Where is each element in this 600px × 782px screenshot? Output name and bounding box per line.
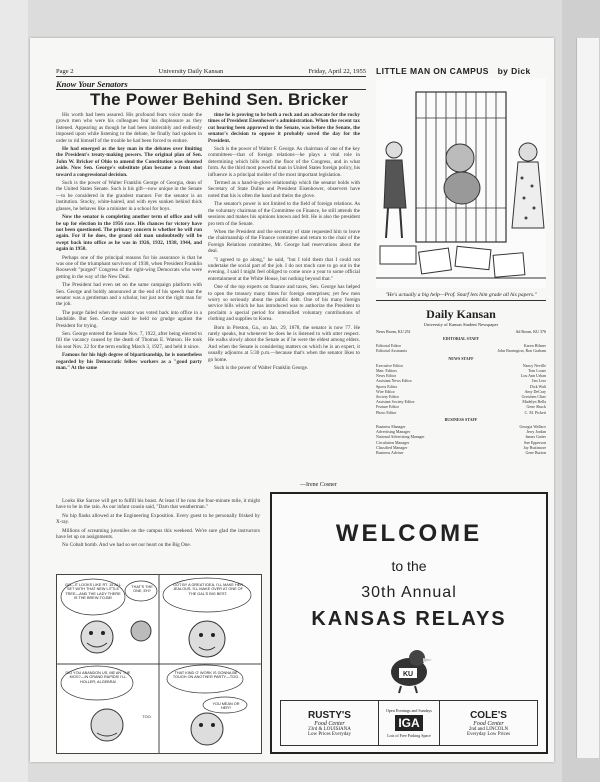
staff-role: Feature Editor <box>376 404 399 410</box>
store-tagline: Low Prices Everyday <box>307 731 352 737</box>
speech-bubble: THAT'S THE ONE, EH? <box>131 585 153 594</box>
paragraph: Such is the power of Walter F. George. As chairman of one of the key committees—that of foreign relations—he plays a vital role in determining which bills reach the floor of the Congress, and in what form. As the third most powerful man in United States foreign policy, his influence is a principal molder of the most important legislation. <box>208 146 360 178</box>
store-name: COLE'S <box>470 709 507 721</box>
staff-role: Business Manager <box>376 424 406 430</box>
paragraph: His worth had been assured. His profound fears voice made the grown men who were his colleagues fear his displeasure as they listened. Appearing as though he had been intolerably and endlessly imposed upon while listening to the debate, he finally had spoken in order to rid himself of the trouble he had been forced to endure. <box>56 112 202 144</box>
staff-role: Editorial Editor <box>376 343 401 349</box>
comic-drawing <box>376 78 546 288</box>
store-address: 2nd and LINCOLN <box>468 726 509 732</box>
filler-paragraph: Looks like Sarcoe will get to fulfill his boast. At least if he runs the four-minute mile, it might have to be in the rain. As our infant cousin said, "Darn that weatherman." <box>56 498 260 511</box>
staff-row <box>376 450 546 455</box>
staff-person: Gene Shuck <box>526 404 546 410</box>
grocery-ads <box>280 700 538 746</box>
speech-bubble: DID YOU ABANDON US, ME AN' THE KIDS?—IN GRAND RAPIDS! I'LL HOLLER, ALGEBRA! <box>65 671 131 684</box>
staff-person: Sue Epperson <box>523 439 546 445</box>
iga-ad <box>378 701 440 745</box>
welcome-ad <box>270 492 548 754</box>
staff-row <box>376 348 546 353</box>
staff-person: Gene Burton <box>525 450 546 456</box>
article-byline: —Irene Cosner <box>300 482 337 488</box>
article-column-1 <box>56 112 202 492</box>
page-number: Page 2 <box>56 68 74 75</box>
staff-role: National Advertising Manager <box>376 434 425 440</box>
filler-items <box>56 498 260 578</box>
paragraph: Sen. George entered the Senate Nov. 7, 1922, after being elected to fill the vacancy caused by the death of Thomas E. Watson. He took his seat Nov. 22 for the term ending March 3, 1927, and held it since. <box>56 331 202 350</box>
news-room: News Room, KU 251 <box>376 329 411 334</box>
paragraph: The purge failed when the senator was voted back into office in a landslide. But Sen. George said he held no grudge against the President for trying. <box>56 309 202 329</box>
masthead-title: Daily Kansan <box>426 307 496 321</box>
paragraph: Now the senator is completing another term of office and will be up for election in the 1956 race. His chances for victory have not been questioned. The primary concern is whether he will run again. For if he does, the grand old man undoubtedly will be swept back into office as he was in 1926, 1932, 1938, 1944, and again in 1950. <box>56 214 202 253</box>
staff-person: C. M. Pickett <box>524 409 546 415</box>
paragraph: The President had even set on the same campaign platform with Sen. George and boldly announced at the end of his speech that the senator was a gentleman and a scholar, but just not the right man for the job. <box>56 282 202 308</box>
staff-role: News Editor <box>376 373 397 379</box>
newspaper-page <box>30 38 554 762</box>
welcome-line: WELCOME <box>335 520 483 547</box>
staff-person: John Barrington, Ron Graham <box>497 348 546 354</box>
article-column-2 <box>208 112 360 492</box>
staff-heading: BUSINESS STAFF <box>444 416 478 422</box>
staff-person: Jim Lerz <box>531 378 546 384</box>
staff-role: Classified Manager <box>376 444 408 450</box>
staff-person: Amy DeCray <box>524 388 546 394</box>
store-name: RUSTY'S <box>308 709 351 721</box>
staff-person: Gretchen Cline <box>521 394 546 400</box>
speech-bubble: YOU MEAN OR HER? <box>212 702 240 710</box>
staff-heading: EDITORIAL STAFF <box>443 336 479 341</box>
scanner-background-left <box>0 0 28 782</box>
issue-date: Friday, April 22, 1955 <box>308 68 366 75</box>
welcome-line: to the <box>391 558 427 574</box>
staff-row <box>376 410 546 415</box>
filler-paragraph: No Cobalt bomb. And we had so set our heart on the Big One. <box>62 542 191 549</box>
scanner-background-right <box>562 0 600 782</box>
staff-person: Nancy Neville <box>522 362 546 368</box>
comic-author: by Dick <box>497 66 531 76</box>
masthead-subtitle: University of Kansas Student Newspaper <box>423 322 499 327</box>
filler-paragraph: Millions of screaming juveniles on the campus this weekend. We're sure glad the instructors have let up on assignments. <box>56 527 260 541</box>
masthead <box>376 300 546 455</box>
staff-role: Society Editor <box>376 394 399 400</box>
staff-person: Jerry Jordan <box>526 429 546 435</box>
paragraph: Such is the power of Walter Franklin George of Georgia, dean of the United States Senate. Such is his gift—now unique in the Senate—to be considered in the grandest manner. For the senator is an institution. Stocky, white-haired, and with eyes sunken behind thick glasses, he behaves like a minister in a school for boys. <box>56 180 202 212</box>
staff-person: Madelyn Bella <box>522 399 546 405</box>
paragraph: Famous for his high degree of bipartisanship, he is nonetheless regarded by his Democratic fellow workers as a "good party man." At the same <box>56 352 202 372</box>
speech-bubble: GOT BY A GREAT IDEA. I'LL MAKE HER JEALOUS. I'LL MAKE OVER AT ONE OF THE GAL'S BIG BEST. <box>173 583 243 596</box>
staff-role: Business Adviser <box>376 450 404 456</box>
speech-bubble: THAT KIND O' WORK IS GONNA BE TOUGH ON ANOTHER PARTY—TOO. <box>172 671 240 680</box>
speech-bubble: GO—IT LOOKS LIKE RT. 15 ALL SET WITH THAT NEW LITTLE TREE—AND THE LADY THERE IS THE BREW-TO-BE! <box>65 583 121 601</box>
paper-name: University Daily Kansan <box>158 68 224 75</box>
next-page-edge <box>576 38 599 758</box>
iga-bottom-text: Lots of Free Parking Space <box>387 733 431 738</box>
article-headline: The Power Behind Sen. Bricker <box>90 90 349 109</box>
paragraph: Termed as a hand-in-glove relationship which the senator holds with Secretary of State Dulles and President Eisenhower, observers have noted that his is often the hand and theirs the glove. <box>208 180 360 199</box>
paragraph: When the President and the secretary of state requested him to leave the chairmanship of the Finance committee and return to the chair of the Foreign Relations committee, Mr. George had reservations about the deal. <box>208 228 360 255</box>
welcome-line: 30th Annual <box>361 584 457 601</box>
paragraph: time he is proving to be both a rock and an advocate for the rocky times of President Eisenhower's administration. When the recent tax cut hearing been approved in the Senate, was before the Senate, the senator's decision to oppose it probably saved the day for the President. <box>208 112 360 144</box>
paragraph: Such is the power of Walter Franklin George. <box>214 365 309 372</box>
paragraph: The senator's power is not limited to the field of foreign relations. As the voluntary chairman of the Committee on Finance, he still attends the sessions and makes his opinions known and felt. He is also the president pro tem of the Senate. <box>208 201 360 227</box>
iga-logo: IGA <box>395 715 422 731</box>
column-kicker: Know Your Senators <box>56 79 366 90</box>
staff-role: Executive Editor <box>376 362 403 368</box>
comic-title: LITTLE MAN ON CAMPUS <box>376 66 489 76</box>
svg-text:KU: KU <box>402 671 414 678</box>
comic-caption: "He's actually a big help—Prof. Snarf lets him grade all his papers." <box>385 292 537 298</box>
comic-illustration <box>376 78 546 288</box>
staff-role: Editorial Assistants <box>376 348 407 354</box>
paragraph: "I agreed to go along," he said, "but I told them that I could not undertake the social part of the job. I do not much care to go out in the evening. I said I might feel obliged to come once a year to some official entertainment at the White House, but nothing beyond that." <box>208 256 360 282</box>
store-subtitle: Food Center <box>314 720 345 727</box>
staff-box <box>376 336 546 455</box>
cartoon-drawing <box>57 575 261 753</box>
staff-role: Advertising Manager <box>376 429 411 435</box>
paragraph: Perhaps one of the principal reasons for his assurance is that he was one of the triumphant survivors of 1938, when President Franklin Roosevelt "purged" Congress of the right-wing Democrats who were getting in the way of the New Deal. <box>56 254 202 280</box>
filler-paragraph: No hip flasks allowed at the Engineering Exposition. Every guest to be personally frisked by X-ray. <box>56 512 260 526</box>
staff-person: Lou Ann Urban <box>520 373 546 379</box>
staff-person: Karen Hilmer <box>523 343 546 349</box>
staff-role: Man. Editors <box>376 368 397 374</box>
welcome-line: KANSAS RELAYS <box>311 608 507 630</box>
coles-ad <box>440 701 537 745</box>
staff-role: Sports Editor <box>376 383 398 389</box>
paragraph: One of the top experts on finance and taxes, Sen. George has helped to open the treasury many times for foreign enterprises; yet few men worry so seriously about the public debt. One of his many foreign service bills which he has introduced was to authorize the President to proclaim a special period for intensified voluntary contributions of clothing and supplies to Korea. <box>208 284 360 323</box>
staff-person: Georgia Wallace <box>519 424 546 430</box>
cartoon-strip <box>56 574 262 754</box>
rustys-ad <box>281 701 378 745</box>
masthead-contact <box>376 329 546 334</box>
staff-role: Assistant Society Editor <box>376 399 415 405</box>
speech-bubble: TOO. <box>142 715 152 719</box>
staff-role: Assistant News Editor <box>376 378 412 384</box>
staff-role: Photo Editor <box>376 409 397 415</box>
paragraph: Born in Preston, Ga., on Jan. 29, 1878, the senator is now 77. He rarely speaks, but whenever he does he is listened to with utter respect. He walks slowly about the Senate as if he were the eldest among elders. And when the Senate is considering matters on which he is an expert, it usually adjourns at 5:30 p.m.—because that's when the senator likes to go home. <box>208 324 360 363</box>
staff-person: Tom Louse <box>527 368 546 374</box>
iga-top-text: Open Evenings and Sundays <box>386 708 432 713</box>
staff-person: James Gatter <box>525 434 546 440</box>
staff-person: Jay Buttimore <box>523 444 546 450</box>
store-tagline: Everyday Low Prices <box>466 731 511 737</box>
jayhawk-mascot-icon <box>379 644 439 694</box>
staff-role: Wire Editor <box>376 388 395 394</box>
store-address: 23rd & LOUISIANA <box>308 726 351 732</box>
store-subtitle: Food Center <box>473 720 504 727</box>
staff-heading: NEWS STAFF <box>448 355 474 361</box>
staff-person: Dick Walt <box>529 383 546 389</box>
folio-line <box>56 68 366 77</box>
ad-room: Ad Room, KU 376 <box>515 329 546 334</box>
staff-role: Circulation Manager <box>376 439 410 445</box>
paragraph: He had emerged as the key man in the debates over limiting the President's treaty-making powers. The original plan of Sen. John W. Bricker of Ohio to amend the Constitution was shunted aside. Now Sen. George's substitute plan became a front shot toward a congressional decision. <box>56 146 202 178</box>
